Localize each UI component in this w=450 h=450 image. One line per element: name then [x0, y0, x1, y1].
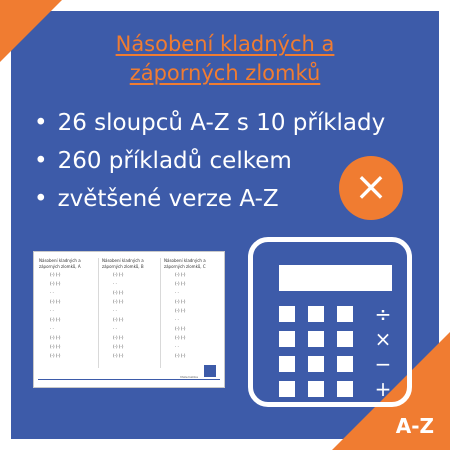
corner-label: A-Z — [395, 414, 434, 438]
worksheet-exercise: · · — [175, 317, 179, 322]
worksheet-exercise: · · — [113, 281, 117, 286]
calculator-key — [337, 356, 353, 372]
worksheet-exercise: (-) (-) — [175, 272, 186, 277]
worksheet-exercise: (-) (-) — [175, 308, 186, 313]
plus-icon: + — [374, 377, 392, 401]
worksheet-exercise: · · — [175, 344, 179, 349]
title-line-1: Násobení kladných a — [115, 32, 335, 56]
logo-icon — [204, 365, 216, 377]
worksheet-footer-text: Matematika — [180, 375, 198, 379]
worksheet-exercise: (-) (-) — [175, 281, 186, 286]
worksheet-exercise: · · — [175, 290, 179, 295]
worksheet-exercise: (-) (-) — [113, 344, 124, 349]
worksheet-exercise: · · — [113, 326, 117, 331]
feature-item: • 260 příkladů celkem — [34, 142, 385, 180]
title-line-2: záporných zlomků — [129, 61, 321, 85]
worksheet-exercise: (-) (-) — [50, 299, 61, 304]
worksheet-exercise: (-) (-) — [113, 272, 124, 277]
calculator-key — [279, 381, 295, 397]
worksheet-exercise: · · — [50, 326, 54, 331]
calculator-key — [279, 306, 295, 322]
worksheet-exercise: (-) (-) — [50, 317, 61, 322]
calculator-screen — [279, 265, 392, 291]
calculator-key — [308, 381, 324, 397]
worksheet-exercise: (-) (-) — [113, 290, 124, 295]
worksheet-exercise: (-) (-) — [50, 344, 61, 349]
calculator-key — [279, 331, 295, 347]
worksheet-exercise: (-) (-) — [50, 335, 61, 340]
calculator-key — [308, 356, 324, 372]
worksheet-column — [36, 258, 96, 368]
divide-icon: ÷ — [374, 302, 392, 326]
worksheet-footer-line — [38, 379, 220, 380]
worksheet-exercise: (-) (-) — [113, 299, 124, 304]
worksheet-exercise: (-) (-) — [175, 353, 186, 358]
worksheet-exercise: (-) (-) — [50, 272, 61, 277]
worksheet-exercise: (-) (-) — [113, 353, 124, 358]
feature-item: • zvětšené verze A-Z — [34, 180, 385, 218]
worksheet-exercise: (-) (-) — [50, 281, 61, 286]
calculator-key — [308, 331, 324, 347]
worksheet-exercise: (-) (-) — [175, 335, 186, 340]
calculator-key — [337, 381, 353, 397]
worksheet-exercise: (-) (-) — [175, 326, 186, 331]
worksheet-preview — [33, 251, 225, 388]
worksheet-exercise: · · — [113, 308, 117, 313]
feature-list — [34, 104, 385, 218]
worksheet-exercise: (-) (-) — [113, 335, 124, 340]
worksheet-exercise: · · — [50, 290, 54, 295]
worksheet-exercise: · · — [50, 308, 54, 313]
worksheet-column — [160, 258, 221, 368]
multiply-icon: × — [339, 156, 403, 220]
worksheet-exercise: (-) (-) — [50, 353, 61, 358]
worksheet-column-title: Násobení kladných a záporných zlomků, A — [39, 258, 81, 269]
calculator-key — [308, 306, 324, 322]
minus-icon: − — [374, 352, 392, 376]
calculator-key — [279, 356, 295, 372]
times-key-icon: × — [374, 327, 392, 351]
worksheet-exercise: (-) (-) — [113, 317, 124, 322]
worksheet-column-title: Násobení kladných a záporných zlomků, B — [102, 258, 144, 269]
calculator-key — [337, 306, 353, 322]
worksheet-column-title: Násobení kladných a záporných zlomků, C — [164, 258, 206, 269]
feature-item: • 26 sloupců A-Z s 10 příklady — [34, 104, 385, 142]
worksheet-exercise: (-) (-) — [175, 299, 186, 304]
page-title — [40, 30, 410, 88]
calculator-key — [337, 331, 353, 347]
calculator-icon — [248, 237, 412, 407]
worksheet-column — [98, 258, 159, 368]
